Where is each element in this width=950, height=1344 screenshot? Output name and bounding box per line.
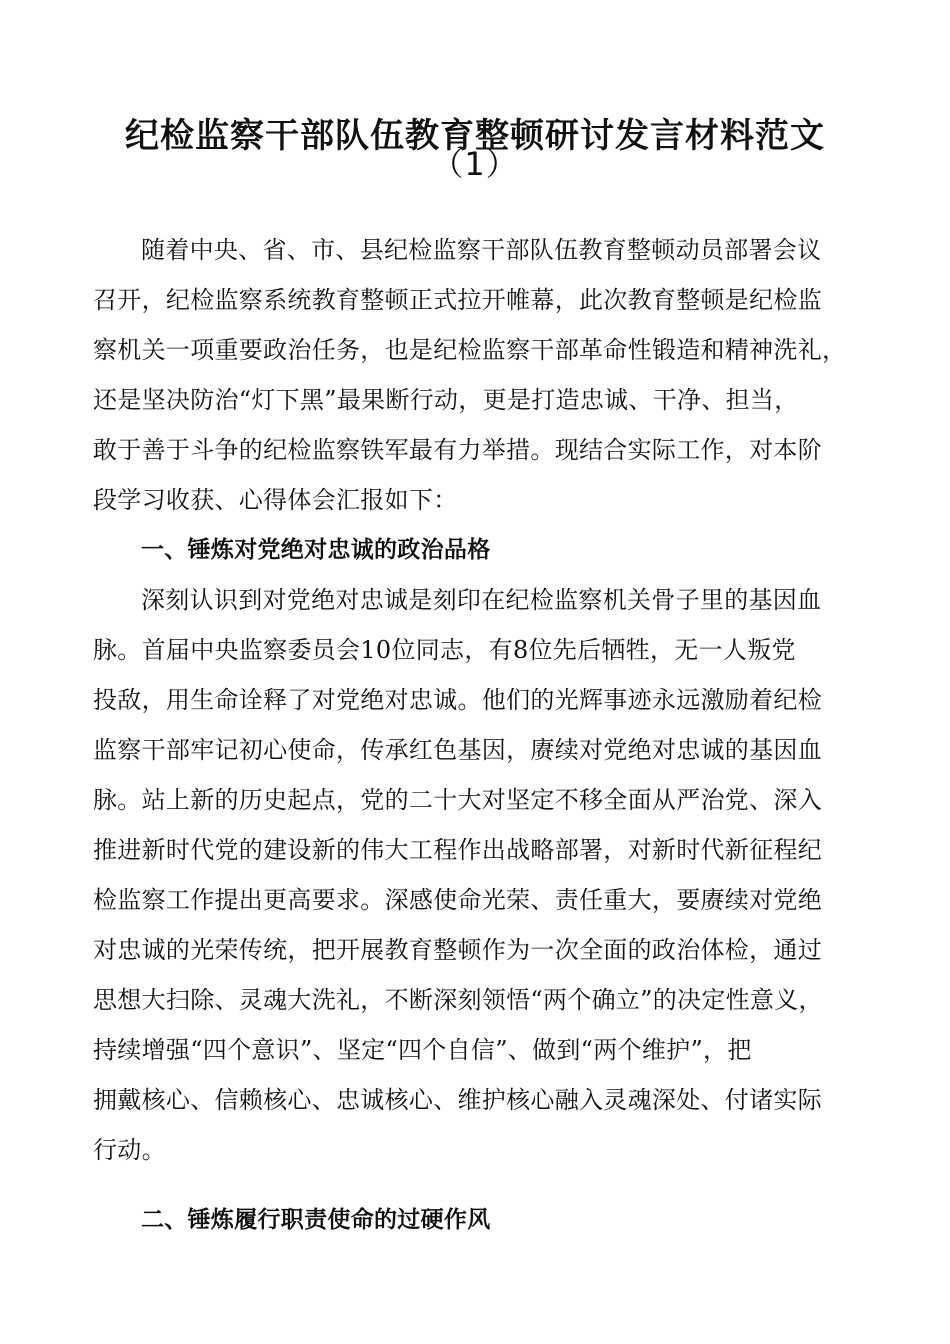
document-body — [93, 225, 863, 1245]
paragraph-line: 推进新时代党的建设新的伟大工程作出战略部署，对新时代新征程纪 — [93, 836, 822, 864]
document-title-number: （1） — [431, 145, 519, 183]
section-heading-2: 二、锤炼履行职责使命的过硬作风 — [141, 1207, 491, 1233]
paragraph-line: 思想大扫除、灵魂大洗礼，不断深刻领悟“两个确立”的决定性意义， — [93, 986, 823, 1014]
section1-paragraph — [93, 575, 863, 1175]
paragraph-line: 行动。 — [93, 1136, 166, 1164]
paragraph-line: 还是坚决防治“灯下黑”最果断行动，更是打造忠诚、干净、担当， — [93, 386, 799, 414]
section-spacer — [93, 1175, 863, 1195]
paragraph-line: 召开，纪检监察系统教育整顿正式拉开帷幕，此次教育整顿是纪检监 — [93, 286, 822, 314]
paragraph-line: 拥戴核心、信赖核心、忠诚核心、维护核心融入灵魂深处、付诸实际 — [93, 1086, 822, 1114]
paragraph-line: 持续增强“四个意识”、坚定“四个自信”、做到“两个维护”，把 — [93, 1036, 752, 1064]
section-heading-1: 一、锤炼对党绝对忠诚的政治品格 — [141, 537, 491, 563]
paragraph-line: 脉。首届中央监察委员会10位同志，有8位先后牺牲，无一人叛党 — [93, 636, 796, 664]
paragraph-line: 投敌，用生命诠释了对党绝对忠诚。他们的光辉事迹永远激励着纪检 — [93, 686, 822, 714]
paragraph-line: 敢于善于斗争的纪检监察铁军最有力举措。现结合实际工作，对本阶 — [93, 436, 822, 464]
intro-paragraph — [93, 225, 863, 525]
paragraph-line: 察机关一项重要政治任务，也是纪检监察干部革命性锻造和精神洗礼， — [93, 336, 847, 364]
document-title: 纪检监察干部队伍教育整顿研讨发言材料范文 — [125, 116, 825, 156]
paragraph-line: 检监察工作提出更高要求。深感使命光荣、责任重大，要赓续对党绝 — [93, 886, 822, 914]
paragraph-line: 监察干部牢记初心使命，传承红色基因，赓续对党绝对忠诚的基因血 — [93, 736, 822, 764]
paragraph-line: 随着中央、省、市、县纪检监察干部队伍教育整顿动员部署会议 — [141, 236, 822, 264]
paragraph-line: 脉。站上新的历史起点，党的二十大对坚定不移全面从严治党、深入 — [93, 786, 822, 814]
paragraph-line: 深刻认识到对党绝对忠诚是刻印在纪检监察机关骨子里的基因血 — [141, 586, 822, 614]
paragraph-line: 对忠诚的光荣传统，把开展教育整顿作为一次全面的政治体检，通过 — [93, 936, 822, 964]
paragraph-line: 段学习收获、心得体会汇报如下： — [93, 486, 458, 514]
